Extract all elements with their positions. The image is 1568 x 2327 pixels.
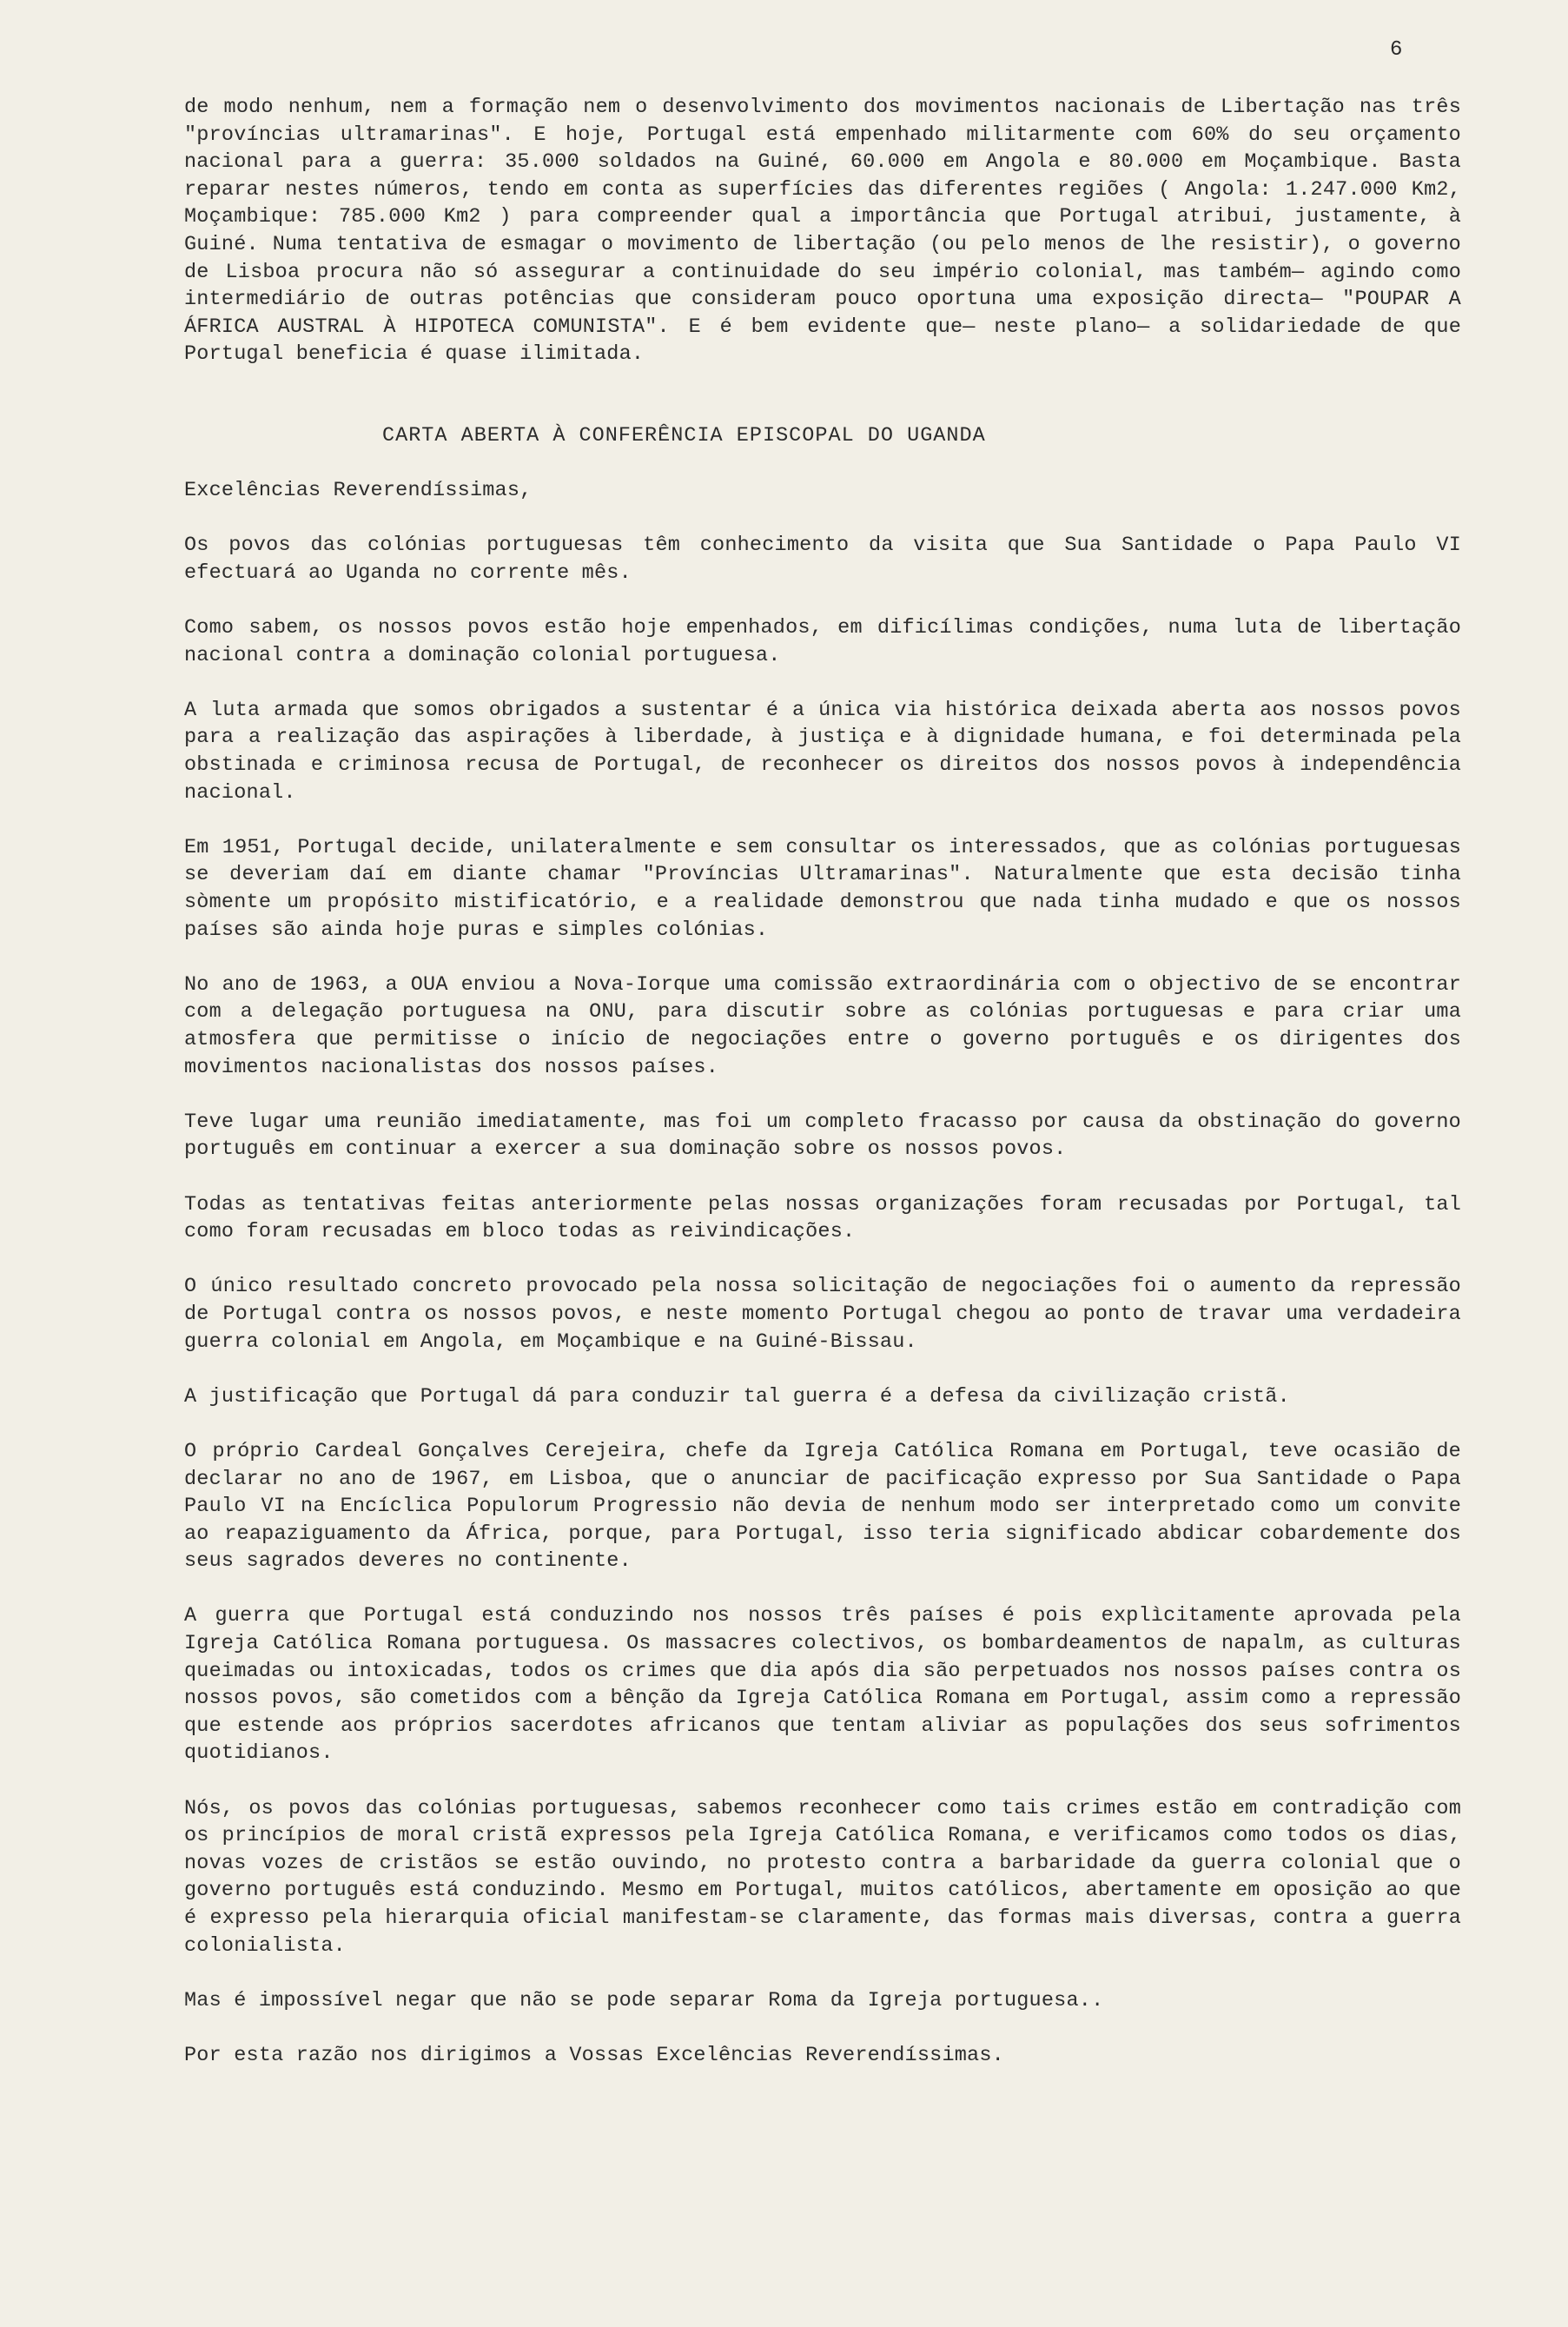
letter-paragraph: A justificação que Portugal dá para conduzir tal guerra é a defesa da civilização cristã.	[184, 1384, 1290, 1409]
letter-heading: CARTA ABERTA À CONFERÊNCIA EPISCOPAL DO UGANDA	[382, 423, 986, 448]
letter-paragraph: O próprio Cardeal Gonçalves Cerejeira, chefe da Igreja Católica Romana em Portugal, teve ocasião de declarar no ano de 1967, em Lisboa, que o anunciar de pacificação expresso por Sua Santidade o Papa Paulo VI na Encíclica Populorum Progressio não devia de nenhum modo ser interpretado como um convite ao reapaziguamento da África, porque, para Portugal, isso teria significado abdicar cobardemente dos seus sagrados deveres no continente.	[184, 1439, 1461, 1574]
letter-paragraph: Como sabem, os nossos povos estão hoje empenhados, em dificílimas condições, numa luta de libertação nacional contra a dominação colonial portuguesa.	[184, 616, 1461, 667]
letter-paragraph: A guerra que Portugal está conduzindo nos nossos três países é pois explìcitamente aprovada pela Igreja Católica Romana portuguesa. Os massacres colectivos, os bombardeamentos de napalm, as culturas queimadas ou intoxicadas, todos os crimes que dia após dia são perpetuados nos nossos países contra os nossos povos, são cometidos com a bênção da Igreja Católica Romana em Portugal, assim como a repressão que estende aos próprios sacerdotes africanos que tentam aliviar as populações dos seus sofrimentos quotidianos.	[184, 1604, 1461, 1766]
page-number: 6	[1390, 38, 1403, 62]
intro-paragraph: de modo nenhum, nem a formação nem o desenvolvimento dos movimentos nacionais de Libertação nas três "províncias ultramarinas". E hoje, Portugal está empenhado militarmente com 60% do seu orçamento nacional para a guerra: 35.000 soldados na Guiné, 60.000 em Angola e 80.000 em Moçambique. Basta reparar nestes números, tendo em conta as superfícies das diferentes regiões ( Angola: 1.247.000 Km2, Moçambique: 785.000 Km2 ) para compreender qual a importância que Portugal atribui, justamente, à Guiné. Numa tentativa de esmagar o movimento de libertação (ou pelo menos de lhe resistir), o governo de Lisboa procura não só assegurar a continuidade do seu império colonial, mas também— agindo como intermediário de outras potências que consideram pouco oportuna uma exposição directa— "POUPAR A ÁFRICA AUSTRAL À HIPOTECA COMUNISTA". E é bem evidente que— neste plano— a solidariedade de que Portugal beneficia é quase ilimitada.	[184, 96, 1461, 367]
letter-paragraph: A luta armada que somos obrigados a sustentar é a única via histórica deixada aberta aos nossos povos para a realização das aspirações à liberdade, à justiça e à dignidade humana, e foi determinada pela obstinada e criminosa recusa de Portugal, de reconhecer os direitos dos nossos povos à independência nacional.	[184, 698, 1461, 805]
letter-paragraph: No ano de 1963, a OUA enviou a Nova-Iorque uma comissão extraordinária com o objectivo de se encontrar com a delegação portuguesa na ONU, para discutir sobre as colónias portuguesas e para criar uma atmosfera que permitisse o início de negociações entre o governo português e os dirigentes dos movimentos nacionalistas dos nossos países.	[184, 972, 1461, 1079]
letter-paragraph: Em 1951, Portugal decide, unilateralmente e sem consultar os interessados, que as colónias portuguesas se deveriam daí em diante chamar "Províncias Ultramarinas". Naturalmente que esta decisão tinha sòmente um propósito mistificatório, e a realidade demonstrou que nada tinha mudado e que os nossos países são ainda hoje puras e simples colónias.	[184, 835, 1461, 942]
letter-salutation: Excelências Reverendíssimas,	[184, 479, 533, 503]
letter-paragraph: Teve lugar uma reunião imediatamente, mas foi um completo fracasso por causa da obstinação do governo português em continuar a exercer a sua dominação sobre os nossos povos.	[184, 1110, 1461, 1162]
letter-paragraph: Os povos das colónias portuguesas têm conhecimento da visita que Sua Santidade o Papa Paulo VI efectuará ao Uganda no corrente mês.	[184, 534, 1461, 585]
letter-paragraph: O único resultado concreto provocado pela nossa solicitação de negociações foi o aumento da repressão de Portugal contra os nossos povos, e neste momento Portugal chegou ao ponto de travar uma verdadeira guerra colonial em Angola, em Moçambique e na Guiné-Bissau.	[184, 1275, 1461, 1354]
document-body	[184, 94, 1461, 2097]
letter-paragraph: Por esta razão nos dirigimos a Vossas Excelências Reverendíssimas.	[184, 2043, 1004, 2067]
letter-paragraph: Todas as tentativas feitas anteriormente pelas nossas organizações foram recusadas por Portugal, tal como foram recusadas em bloco todas as reivindicações.	[184, 1192, 1461, 1244]
letter-paragraph: Nós, os povos das colónias portuguesas, sabemos reconhecer como tais crimes estão em contradição com os princípios de moral cristã expressos pela Igreja Católica Romana, e verificamos como todos os dias, novas vozes de cristãos se estão ouvindo, no protesto contra a barbaridade da guerra colonial que o governo português está conduzindo. Mesmo em Portugal, muitos católicos, abertamente em oposição ao que é expresso pela hierarquia oficial manifestam-se claramente, das formas mais diversas, contra a guerra colonialista.	[184, 1796, 1461, 1958]
letter-paragraph: Mas é impossível negar que não se pode separar Roma da Igreja portuguesa..	[184, 1988, 1104, 2012]
